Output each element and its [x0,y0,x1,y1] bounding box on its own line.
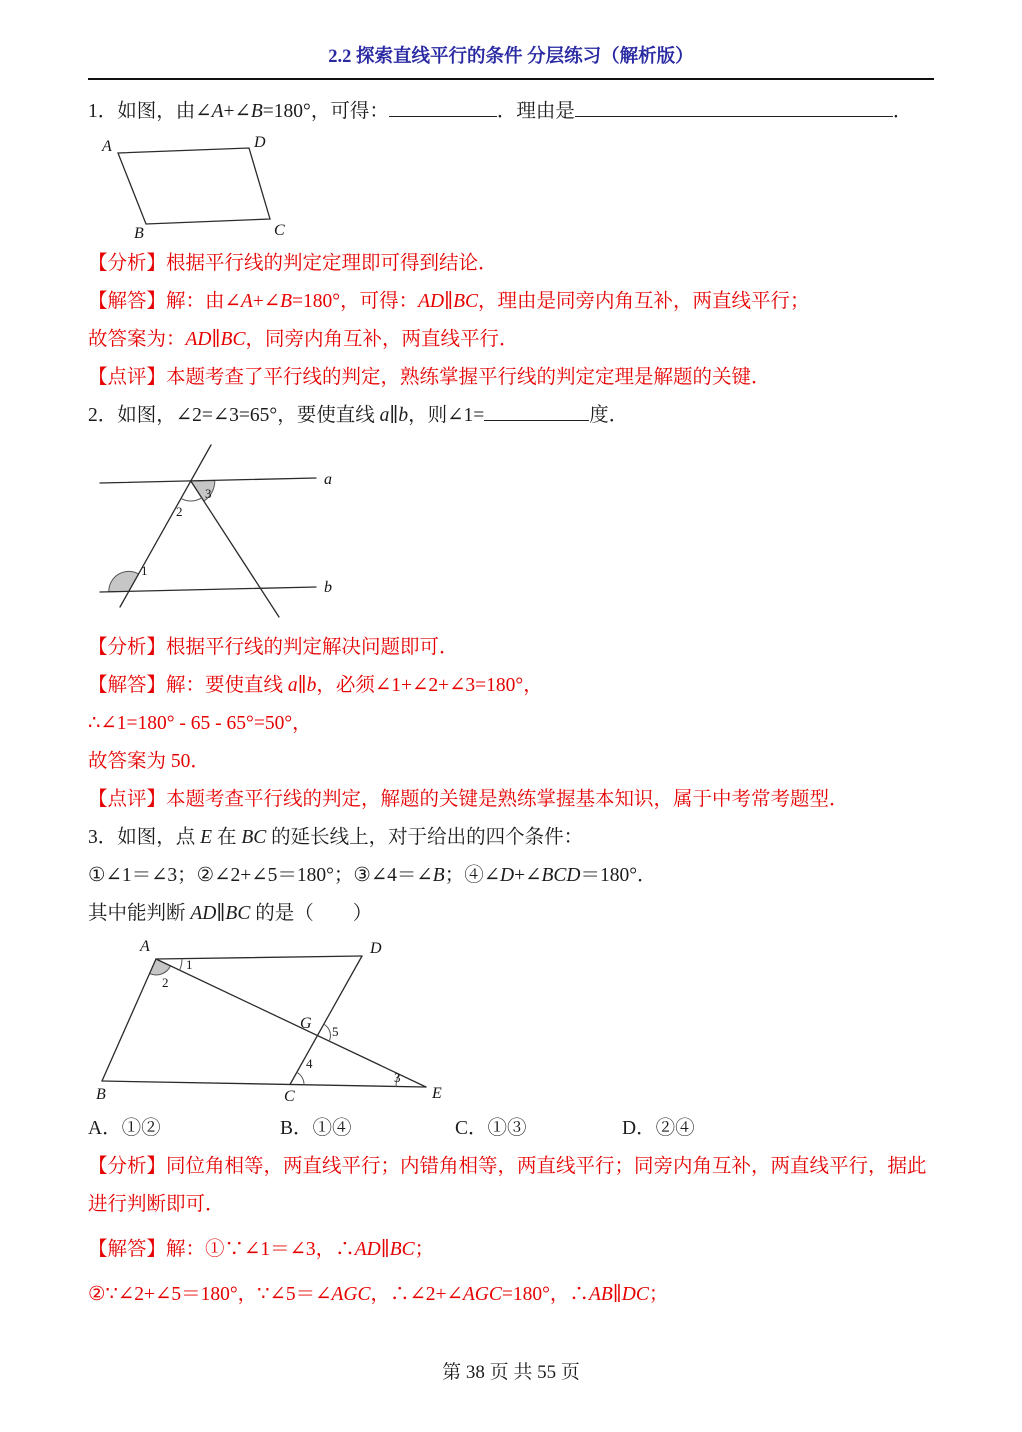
q2-figure [94,439,344,624]
q1-solution-line-2: 故答案为：AD∥BC，同旁内角互补，两直线平行． [88,329,519,350]
q1-figure [94,135,299,240]
q2-line-label-b: b [324,579,332,596]
q1-answer-blank-2 [575,98,893,118]
q3-vertex-label-A: A [140,938,150,955]
q3-option-d: D．②④ [622,1118,695,1139]
angle-1-arc [180,959,183,971]
q3-vertex-label-C: C [284,1088,295,1105]
q1-figure-wrapper [88,135,934,240]
q3-figure [94,937,454,1105]
q2-angle-label-1: 1 [141,563,148,578]
q3-vertex-label-B: B [96,1086,106,1103]
q2-analysis: 【分析】根据平行线的判定解决问题即可． [88,637,459,658]
q3-option-c: C．①③ [455,1118,527,1139]
q3-analysis-line-1: 【分析】同位角相等，两直线平行；内错角相等，两直线平行；同旁内角互补，两直线平行，据此 [88,1156,927,1177]
angle-2-arc [181,498,202,501]
q3-vertex-label-D: D [370,940,382,957]
q3-stem-line-2: ①∠1＝∠3；②∠2+∠5＝180°；③∠4＝∠B；④∠D+∠BCD＝180°． [88,865,657,886]
q3-angle-label-4: 4 [306,1056,313,1071]
q3-option-a: A．①② [88,1118,161,1139]
q2-solution-line-2: ∴∠1=180° - 65 - 65°=50°， [88,713,312,734]
q3-option-b: B．①④ [280,1118,352,1139]
segment-AE [156,959,426,1087]
q2-solution-line-3: 故答案为 50． [88,751,210,772]
q1-vertex-label-C: C [274,222,285,239]
q1-stem-text-3: ． [892,101,913,122]
q2-comment: 【点评】本题考查平行线的判定，解题的关键是熟练掌握基本知识，属于中考常考题型． [88,789,849,810]
q1-solution-line-1: 【解答】解：由∠A+∠B=180°，可得：AD∥BC，理由是同旁内角互补，两直线平行； [88,291,810,312]
q2-stem-text-2: 度． [589,405,629,426]
q1-analysis: 【分析】根据平行线的判定定理即可得到结论． [88,253,498,274]
q3-stem-line-3: 其中能判断 AD∥BC 的是（ ） [88,903,373,924]
parallelogram-shape [118,148,270,224]
q1-stem-text-1: 1．如图，由∠A+∠B=180°，可得： [88,101,389,122]
q3-angle-label-2: 2 [162,975,169,990]
segment-AB [102,959,156,1081]
q3-vertex-label-E: E [432,1085,442,1102]
q1-vertex-label-B: B [134,225,144,240]
q3-stem-line-1: 3．如图，点 E 在 BC 的延长线上，对于给出的四个条件： [88,827,584,848]
q3-solution-line-2: ②∵∠2+∠5＝180°，∵∠5＝∠AGC，∴∠2+∠AGC=180°，∴AB∥DC； [88,1284,669,1305]
q1-comment: 【点评】本题考查了平行线的判定，熟练掌握平行线的判定定理是解题的关键． [88,367,771,388]
q2-line-label-a: a [324,471,332,488]
q1-stem-text-2: ．理由是 [496,101,575,122]
q3-angle-label-5: 5 [332,1024,339,1039]
segment-BE [102,1081,426,1087]
q2-angle-label-2: 2 [176,504,183,519]
q1-vertex-label-D: D [254,135,266,151]
q3-angle-label-3: 3 [394,1070,401,1085]
q2-solution-line-1: 【解答】解：要使直线 a∥b，必须∠1+∠2+∠3=180°， [88,675,543,696]
q2-angle-label-3: 3 [205,486,212,501]
q2-stem-text-1: 2．如图，∠2=∠3=65°，要使直线 a∥b，则∠1= [88,405,485,426]
q3-analysis-line-2: 进行判断即可． [88,1194,225,1215]
q2-answer-blank [484,402,589,422]
page-title: 2.2 探索直线平行的条件 分层练习（解析版） [328,47,694,67]
q1-answer-blank-1 [389,98,497,118]
transversal-right [191,481,279,617]
q3-options-row [88,1114,934,1143]
q2-figure-wrapper [88,439,934,624]
angle-4-arc [297,1072,304,1084]
q1-stem [88,97,934,126]
line-b [100,587,316,592]
q1-vertex-label-A: A [102,138,112,155]
transversal-left [120,445,211,607]
page-content [0,80,1022,1309]
q3-vertex-label-G: G [300,1015,312,1032]
q3-solution-line-1: 【解答】解：①∵∠1＝∠3，∴AD∥BC； [88,1239,435,1260]
q3-angle-label-1: 1 [186,957,193,972]
page-footer: 第 38 页 共 55 页 [442,1362,580,1383]
q2-stem [88,401,934,430]
q3-figure-wrapper [88,937,934,1105]
